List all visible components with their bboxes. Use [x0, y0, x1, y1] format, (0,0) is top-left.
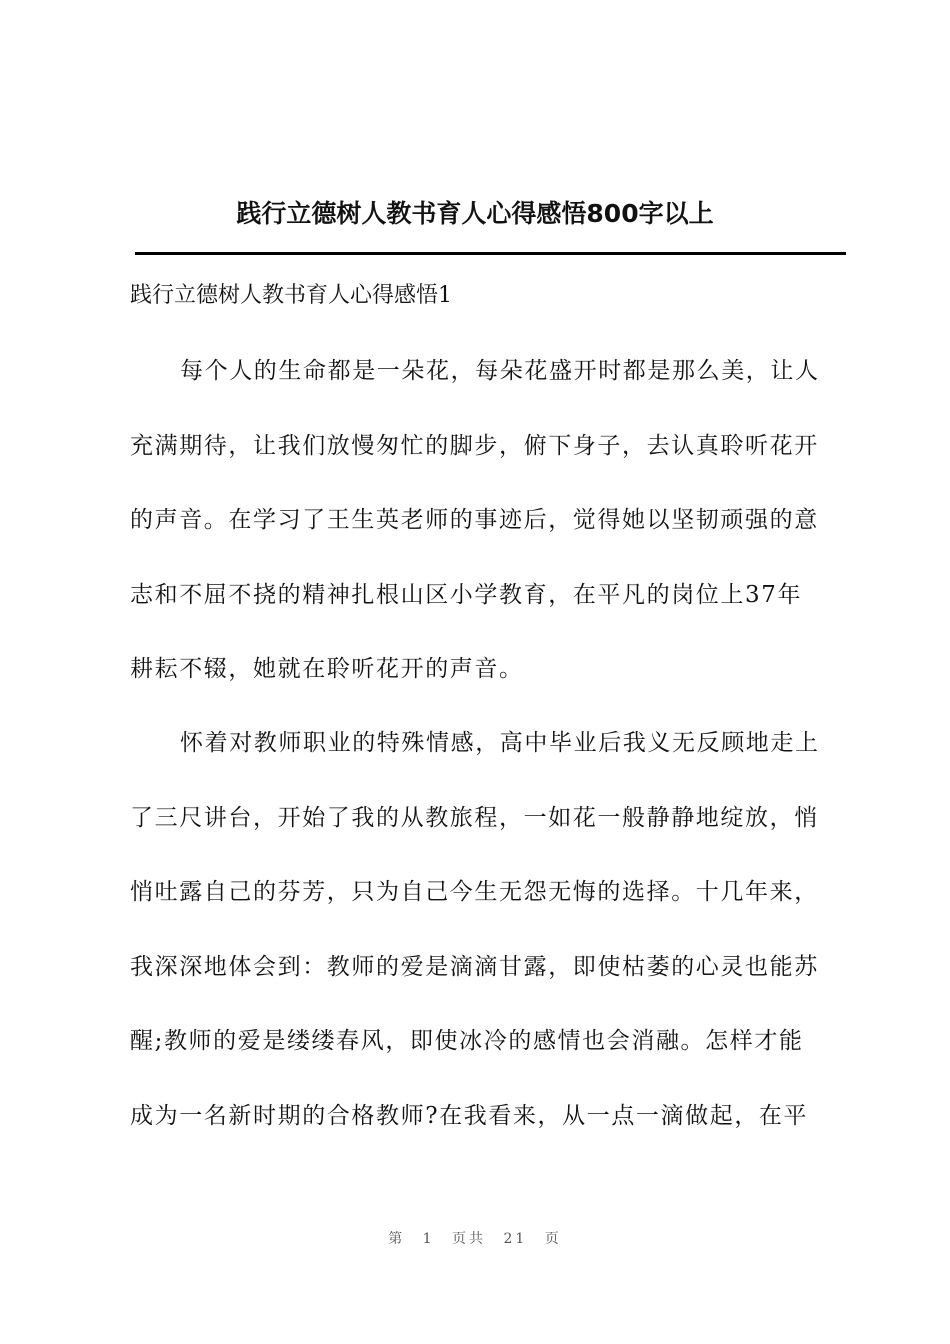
document-title: 践行立德树人教书育人心得感悟800字以上 [236, 199, 714, 228]
title-underline-rule [135, 252, 846, 255]
paragraph-line: 了三尺讲台，开始了我的从教旅程，一如花一般静静地绽放，悄 [130, 804, 819, 831]
paragraph-line: 我深深地体会到：教师的爱是滴滴甘露，即使枯萎的心灵也能苏 [130, 953, 819, 980]
paragraph-2 [130, 706, 842, 1153]
section-heading: 践行立德树人教书育人心得感悟1 [130, 283, 452, 308]
paragraph-line: 耕耘不辍，她就在聆听花开的声音。 [130, 656, 524, 682]
paragraph-line: 悄吐露自己的芬芳，只为自己今生无怨无悔的选择。十几年来， [130, 879, 819, 905]
paragraph-line: 充满期待，让我们放慢匆忙的脚步，俯下身子，去认真聆听花开 [130, 432, 819, 459]
paragraph-line: 成为一名新时期的合格教师?在我看来，从一点一滴做起，在平 [130, 1102, 809, 1129]
paragraph-1 [130, 334, 842, 707]
page-number-footer: 第 1 页共 21 页 [388, 1231, 562, 1247]
paragraph-line: 志和不屈不挠的精神扎根山区小学教育，在平凡的岗位上37年 [130, 581, 803, 608]
paragraph-line: 怀着对教师职业的特殊情感，高中毕业后我义无反顾地走上 [180, 730, 820, 756]
paragraph-line: 的声音。在学习了王生英老师的事迹后，觉得她以坚韧顽强的意 [130, 507, 819, 533]
paragraph-line: 每个人的生命都是一朵花，每朵花盛开时都是那么美，让人 [180, 358, 820, 384]
paragraph-line: 醒;教师的爱是缕缕春风，即使冰冷的感情也会消融。怎样才能 [130, 1028, 804, 1054]
